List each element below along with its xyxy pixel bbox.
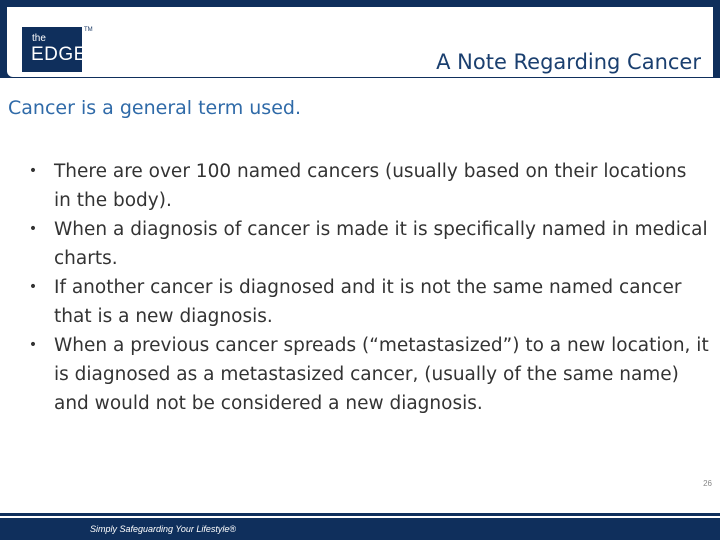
bullet-item [0,331,709,418]
bullet-text: When a diagnosis of cancer is made it is specifically named in medical charts. [54,219,708,269]
bullet-list [0,157,720,418]
edge-logo [22,27,87,72]
footer-bar [0,518,720,540]
bullet-marker: • [28,337,38,353]
bullet-item [0,157,709,215]
page-number: 26 [703,479,712,488]
logo-trademark: TM [84,27,93,33]
bullet-marker: • [28,279,38,295]
header-panel [7,7,713,77]
bullet-item [0,273,709,331]
bullet-marker: • [28,221,38,237]
bullet-marker: • [28,163,38,179]
bullet-text: When a previous cancer spreads (“metastasized”) to a new location, it is diagnosed as a metastasized cancer, (usually of the same name) and would not be considered a new diagnosis. [54,335,709,414]
logo-large-text: EDGE [31,44,87,65]
logo-small-text: the [32,33,46,44]
bullet-text: If another cancer is diagnosed and it is not the same named cancer that is a new diagnosis. [54,277,682,327]
slide-subtitle: Cancer is a general term used. [8,97,301,119]
bullet-text: There are over 100 named cancers (usually based on their locations in the body). [54,161,687,211]
footer-tagline: Simply Safeguarding Your Lifestyle® [90,524,237,534]
bullet-item [0,215,709,273]
slide-title: A Note Regarding Cancer [436,50,701,74]
footer-divider [0,513,720,516]
